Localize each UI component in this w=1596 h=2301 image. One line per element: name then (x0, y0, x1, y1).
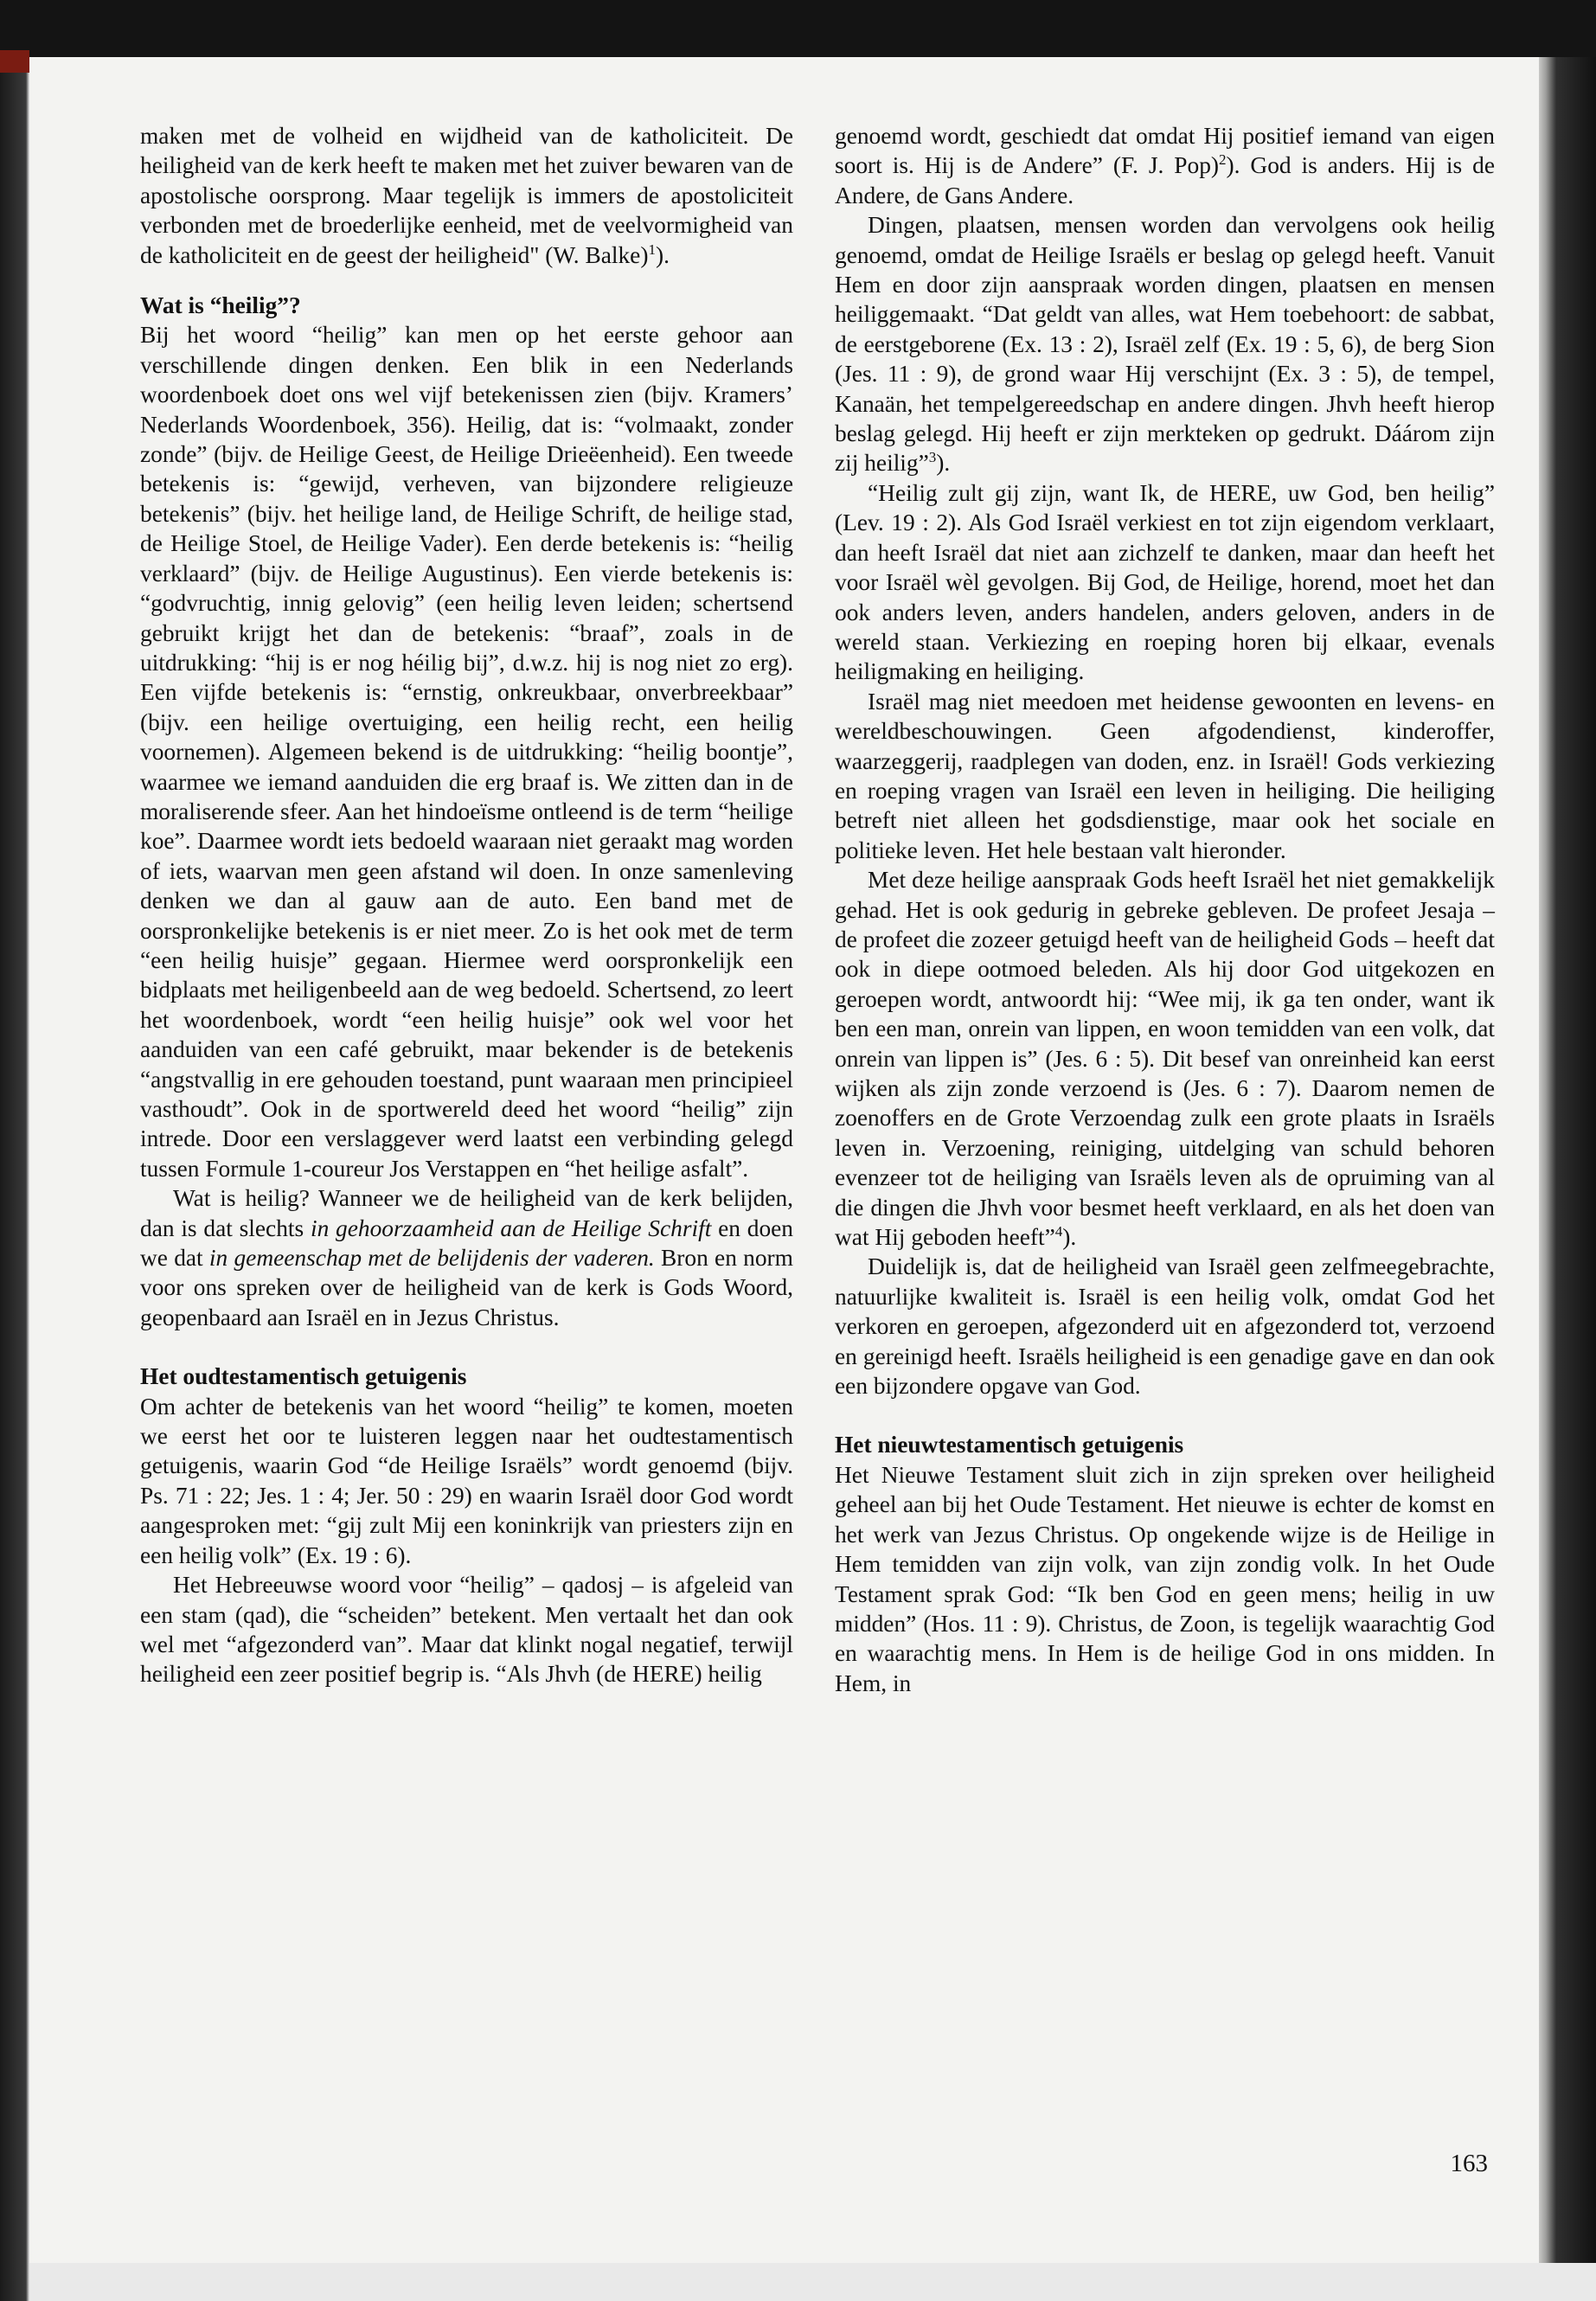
emphasis-text: in gehoorzaamheid aan de Heilige Schrift (310, 1215, 712, 1241)
paragraph (140, 121, 793, 270)
paragraph (835, 121, 1495, 210)
paragraph-text: en doen we dat (140, 1215, 793, 1272)
paragraph-text: Wat is heilig? Wanneer we de heiligheid van de kerk belijden, dan is dat slechts (140, 1185, 793, 1241)
paragraph (835, 865, 1495, 1252)
paragraph-text: ). (936, 450, 951, 477)
paragraph (140, 1183, 793, 1332)
section-heading-wat-is-heilig: Wat is “heilig”? (140, 292, 301, 319)
footnote-ref: 2 (1219, 151, 1227, 169)
footnote-ref: 3 (928, 449, 937, 466)
footnote-ref: 1 (648, 240, 656, 258)
section-heading-oudtestamentisch: Het oudtestamentisch getuigenis (140, 1363, 467, 1390)
page-number: 163 (1450, 2150, 1488, 2177)
paragraph: Om achter de betekenis van het woord “heilig” te komen, moeten we eerst het oor te luisteren leggen naar het oudtestamentisch getuigenis, waarin God “de Heilige Israëls” wordt genoemd (bijv. Ps. 71 : 22; Jes. 1 : 4; Jer. 50 : 29) en waarin Israël door God wordt aangesproken met: “gij zult Mij een koninkrijk van priesters zijn en een heilig volk” (Ex. 19 : 6). (140, 1393, 793, 1568)
section-heading-nieuwtestamentisch: Het nieuwtestamentisch getuigenis (835, 1432, 1184, 1458)
scan-edge-mark (0, 50, 29, 73)
paragraph-text: Dingen, plaatsen, mensen worden dan vervolgens ook heilig genoemd, omdat de Heilige Israëls er beslag op gelegd heeft. Vanuit Hem en door zijn aanspraak worden dingen, plaatsen en mensen heiliggemaakt. “Dat geldt van alles, wat Hem toebehoort: de sabbat, de eerstgeborene (Ex. 13 : 2), Israël zelf (Ex. 19 : 5, 6), de berg Sion (Jes. 11 : 9), de grond waar Hij verschijnt (Ex. 3 : 5), de tempel, Kanaän, het tempelgereedschap en andere dingen. Jhvh heeft hierop beslag gelegd. Hij heeft er zijn merkteken op gedrukt. Dáárom zijn zij heilig” (835, 212, 1495, 477)
paragraph: Het Hebreeuwse woord voor “heilig” – qadosj – is afgeleid van een stam (qad), die “scheiden” betekent. Men vertaalt het dan ook wel met “afgezonderd van”. Maar dat klinkt nogal negatief, terwijl heiligheid een zeer positief begrip is. “Als Jhvh (de HERE) heilig (140, 1572, 793, 1688)
emphasis-text: in gemeenschap met de belijdenis der vaderen. (208, 1245, 655, 1272)
paragraph: Bij het woord “heilig” kan men op het eerste gehoor aan verschillende dingen denken. Een blik in een Nederlands woordenboek doet ons wel vijf betekenissen zien (bijv. Kramers’ Nederlands Woordenboek, 356). Heilig, dat is: “volmaakt, zonder zonde” (bijv. de Heilige Geest, de Heilige Drieëenheid). Een tweede betekenis is: “gewijd, verheven, van bijzondere religieuze betekenis” (bijv. het heilige land, de Heilige Schrift, de heilige stad, de Heilige Stoel, de Heilige Vader). Een derde betekenis is: “heilig verklaard” (bijv. de Heilige Augustinus). Een vierde betekenis is: “godvruchtig, innig gelovig” (een heilig leven leiden; schertsend gebruikt krijgt het dan de betekenis: “braaf”, zoals in de uitdrukking: “hij is er nog héilig bij”, d.w.z. hij is nog niet zo erg). Een vijfde betekenis is: “ernstig, onkreukbaar, onverbreekbaar” (bijv. een heilige overtuiging, een heilig recht, een heilig voornemen). Algemeen bekend is de uitdrukking: “heilig boontje”, waarmee we iemand aanduiden die erg braaf is. We zitten dan in de moraliserende sfeer. Aan het hindoeïsme ontleend is de term “heilige koe”. Daarmee wordt iets bedoeld waaraan niet geraakt mag worden of iets, waarvan men geen afstand wil doen. In onze samenleving denken we dan al gauw aan de auto. Een band met de oorspronkelijke betekenis is er niet meer. Zo is het ook met de term “een heilig huisje” gegaan. Hiermee werd oorspronkelijk een bidplaats met heiligenbeeld aan de weg bedoeld. Schertsend, zo leert het woordenboek, wordt “een heilig huisje” ook wel voor het aanduiden van een café gebruikt, maar bekender is de betekenis “angstvallig in ere gehouden toestand, punt waaraan men principieel vasthoudt”. Ook in de sportwereld deed het woord “heilig” zijn intrede. Door een verslaggever werd laatst een verbinding gelegd tussen Formule 1-coureur Jos Verstappen en “het heilige asfalt”. (140, 322, 793, 1182)
paragraph-text: Bron en norm voor ons spreken over de heiligheid van de kerk is Gods Woord, geopenbaard aan Israël en in Jezus Christus. (140, 1245, 793, 1330)
paragraph-text: ). (655, 241, 670, 268)
paragraph: Het Nieuwe Testament sluit zich in zijn spreken over heiligheid geheel aan bij het Oude Testament. Het nieuwe is echter de komst en het werk van Jezus Christus. Op ongekende wijze is de Heilige in Hem temidden van zijn volk, van zijn zondig volk. In het Oude Testament sprak God: “Ik ben God en geen mens; heilig in uw midden” (Hos. 11 : 9). Christus, de Zoon, is tegelijk waarachtig God en waarachtig mens. In Hem is de heilige God in ons midden. In Hem, in (835, 1461, 1495, 1696)
paragraph (835, 210, 1495, 478)
page-edge-shadow (1539, 57, 1596, 2263)
footnote-ref: 4 (1054, 1222, 1063, 1240)
paragraph: Duidelijk is, dat de heiligheid van Israël geen zelfmeegebrachte, natuurlijke kwaliteit is. Israël is een heilig volk, omdat God het verkoren en geroepen, afgezonderd uit en afgezonderd tot, verzoend en gereinigd heeft. Israëls heiligheid is een genadige gave en dan ook een bijzondere opgave van God. (835, 1253, 1495, 1400)
paragraph: “Heilig zult gij zijn, want Ik, de HERE, uw God, ben heilig” (Lev. 19 : 2). Als God Israël verkiest en tot zijn eigendom verklaart, dan heeft Israël dat niet aan zichzelf te danken, maar dan heeft het voor Israël wèl gevolgen. Bij God, de Heilige, horend, moet het dan ook anders leven, anders handelen, anders geloven, anders in de wereld staan. Verkiezing en roeping horen bij elkaar, evenals heiligmaking en heiliging. (835, 479, 1495, 685)
paragraph-text: maken met de volheid en wijdheid van de katholiciteit. De heiligheid van de kerk heeft te maken met het zuiver bewaren van de apostolische oorsprong. Maar tegelijk is immers de apostoliciteit verbonden met de broederlijke eenheid, met de veelvormigheid van de katholiciteit en de geest der heiligheid" (W. Balke) (140, 123, 793, 268)
paragraph-text: genoemd wordt, geschiedt dat omdat Hij positief iemand van eigen soort is. Hij is de Andere” (F. J. Pop) (835, 123, 1495, 179)
paragraph: Israël mag niet meedoen met heidense gewoonten en levens- en wereldbeschouwingen. Geen afgodendienst, kinderoffer, waarzeggerij, raadplegen van doden, enz. in Israël! Gods verkiezing en roeping vragen van Israël een leven in heiliging. Die heiliging betreft niet alleen het godsdienstige, maar ook het sociale en politieke leven. Het hele bestaan valt hieronder. (835, 688, 1495, 863)
right-column (835, 121, 1495, 1698)
paragraph-text: ). God is anders. Hij is de Andere, de Gans Andere. (835, 152, 1495, 208)
paragraph-text: ). (1062, 1224, 1077, 1251)
left-column (140, 121, 793, 1689)
scan-top-band (0, 0, 1596, 57)
paragraph-text: Met deze heilige aanspraak Gods heeft Israël het niet gemakkelijk gehad. Het is ook gedurig in gebreke gebleven. De profeet Jesaja – de profeet die zozeer getuigd heeft van de heiligheid Gods – heeft dat ook in diepe ootmoed beleden. Als hij door God uitgekozen en geroepen wordt, antwoordt hij: “Wee mij, ik ga ten onder, want ik ben een man, onrein van lippen, en woon temidden van een volk, dat onrein van lippen is” (Jes. 6 : 5). Dit besef van onreinheid kan eerst wijken als zijn zonde verzoend is (Jes. 6 : 7). Daarom nemen de zoenoffers en de Grote Verzoendag zulk een grote plaats in Israëls leven in. Verzoening, reiniging, uitdelging van schuld behoren evenzeer tot de heiliging van Israëls leven als de opruiming van al die dingen die Jhvh voor besmet heeft verklaard, en als het doen van wat Hij geboden heeft” (835, 867, 1495, 1251)
